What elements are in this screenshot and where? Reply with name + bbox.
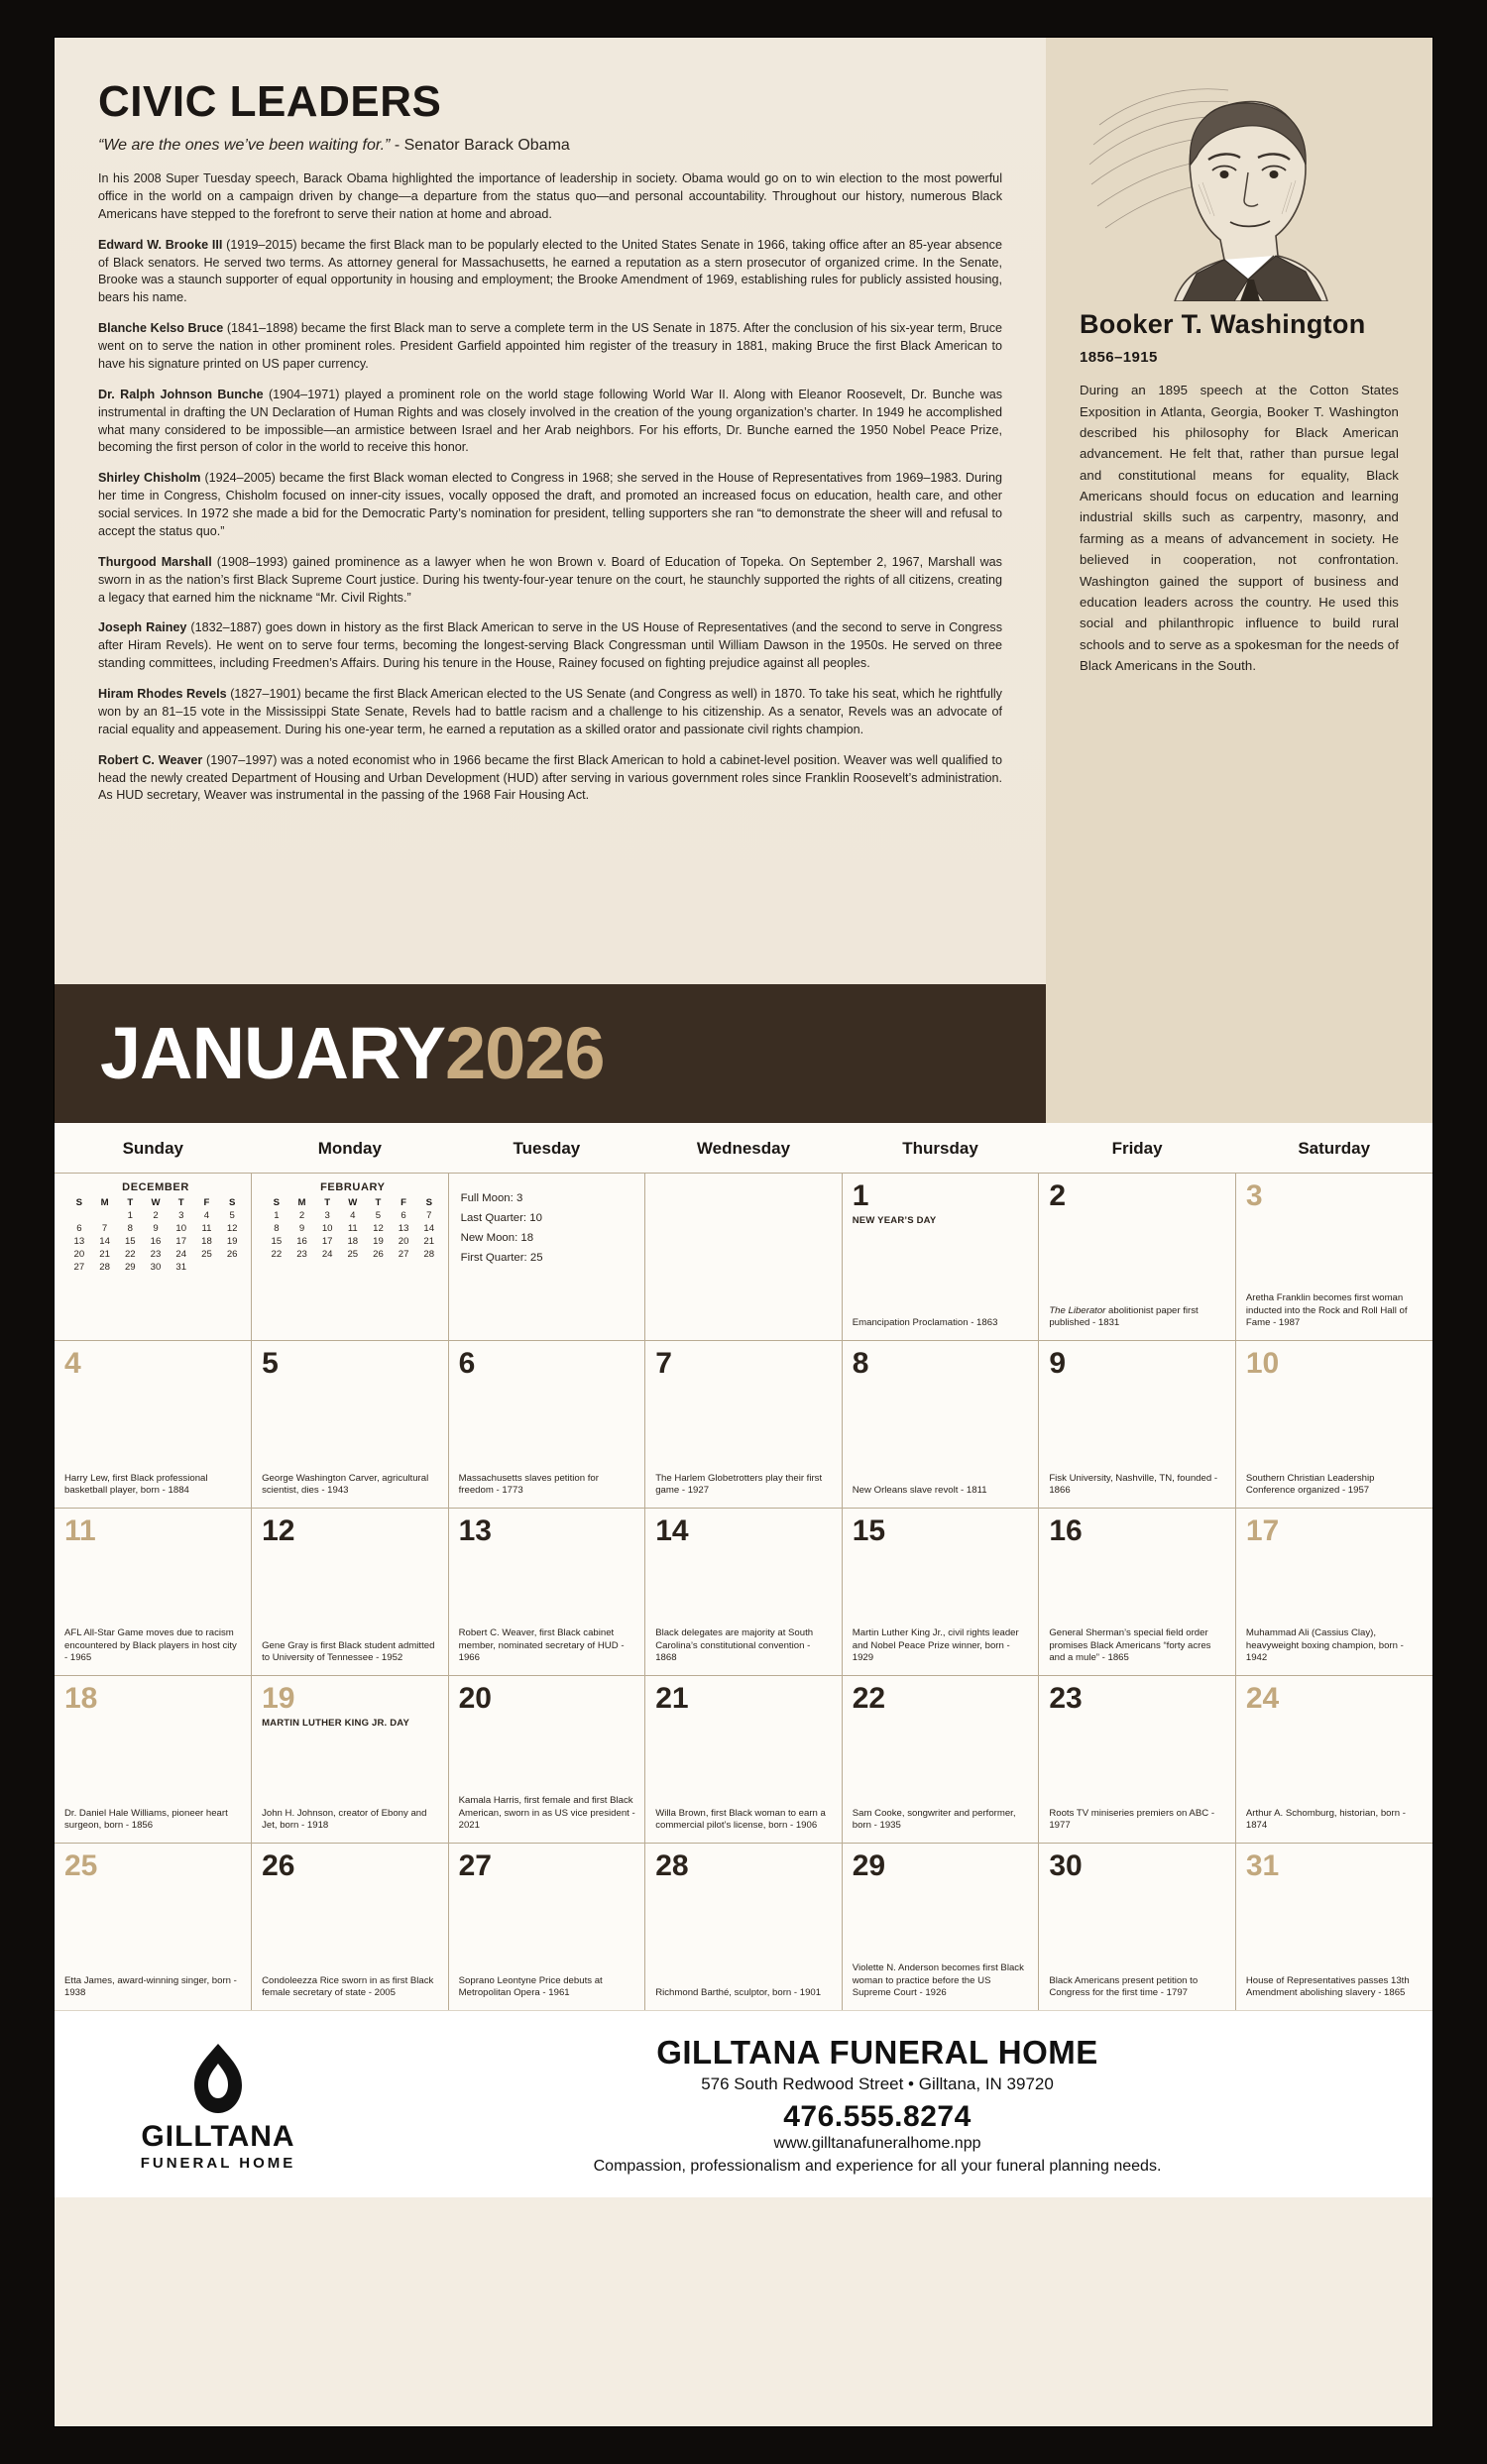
calendar-day-cell[interactable]	[55, 1509, 252, 1676]
calendar-day-cell[interactable]	[842, 1341, 1039, 1509]
calendar-day-cell[interactable]	[842, 1509, 1039, 1676]
mini-dow: T	[375, 1197, 382, 1208]
holiday-label: MARTIN LUTHER KING JR. DAY	[262, 1718, 410, 1729]
day-number: 13	[458, 1514, 492, 1547]
mini-dow: T	[127, 1197, 134, 1208]
bio-person-name: Shirley Chisholm	[98, 471, 201, 486]
mini-day: 18	[201, 1236, 212, 1247]
mini-day	[219, 1261, 245, 1274]
mini-day: 20	[398, 1236, 409, 1247]
calendar-day-cell[interactable]	[252, 1844, 449, 2011]
mini-day	[366, 1261, 392, 1263]
mini-dow: F	[203, 1197, 210, 1208]
bio-paragraph	[98, 752, 1002, 806]
mini-day: 21	[423, 1236, 435, 1247]
bio-person-years: (1919–2015)	[222, 237, 301, 252]
calendar-day-cell[interactable]	[842, 1676, 1039, 1844]
banner-right-panel	[1046, 984, 1432, 1123]
day-number: 7	[655, 1347, 672, 1380]
day-event: John H. Johnson, creator of Ebony and Jet, born - 1918	[262, 1807, 427, 1832]
day-event: New Orleans slave revolt - 1811	[852, 1485, 987, 1497]
calendar-day-cell[interactable]	[252, 1341, 449, 1509]
biography-paragraphs	[98, 237, 1002, 806]
day-number: 12	[262, 1514, 295, 1547]
footer	[55, 2010, 1432, 2197]
calendar-cell-empty[interactable]	[448, 1174, 645, 1341]
day-event: Emancipation Proclamation - 1863	[852, 1317, 998, 1329]
article-column	[55, 38, 1046, 984]
calendar-grid	[55, 1123, 1432, 2010]
day-event: Etta James, award-winning singer, born - 1938	[64, 1974, 237, 1999]
mini-day: 28	[423, 1249, 435, 1260]
day-event: Martin Luther King Jr., civil rights leader and Nobel Peace Prize winner, born - 1929	[852, 1627, 1019, 1664]
day-number: 24	[1245, 1682, 1280, 1715]
calendar-week-row	[55, 1341, 1432, 1509]
calendar-day-cell[interactable]	[1235, 1509, 1432, 1676]
bio-person-years: (1832–1887)	[186, 620, 266, 635]
mini-dow: T	[177, 1197, 184, 1208]
mini-day: 4	[203, 1210, 210, 1221]
weekday-header: Tuesday	[448, 1123, 645, 1174]
mini-day: 10	[175, 1223, 187, 1234]
mini-dow: F	[400, 1197, 407, 1208]
mini-dow: S	[228, 1197, 236, 1208]
day-number: 30	[1049, 1849, 1083, 1882]
mini-day	[314, 1261, 340, 1263]
day-event-italic: The Liberator	[1049, 1304, 1106, 1316]
month-banner	[55, 984, 1432, 1123]
weekday-header: Monday	[252, 1123, 449, 1174]
mini-day: 4	[350, 1210, 356, 1221]
moon-phases	[461, 1189, 635, 1269]
mini-dow: S	[273, 1197, 281, 1208]
day-event: Massachusetts slaves petition for freedom - 1773	[458, 1472, 599, 1497]
mini-day: 26	[226, 1249, 238, 1260]
day-number: 9	[1049, 1347, 1066, 1380]
banner-title-group	[100, 1012, 605, 1094]
calendar-day-cell[interactable]	[842, 1844, 1039, 2011]
mini-day: 3	[324, 1210, 330, 1221]
intro-paragraph: In his 2008 Super Tuesday speech, Barack Obama highlighted the importance of leadership in society. Obama would go on to win election to the most powerful office in the world on a campaign driven by change—a departure from the status quo—and personal accountability. Throughout our history, numerous Black Americans have stepped to the forefront to serve their nation at home and abroad.	[98, 171, 1002, 221]
bio-person-years: (1908–1993)	[211, 554, 293, 569]
bio-person-text: played a prominent role on the world stage following World War II. Along with Eleanor Roosevelt, Dr. Bunche was instrumental in drafting the UN Declaration of Human Rights and was closely involved in the creation of the young organization’s charter. In 1949 he accomplished what many considered to be impossible—an armistice between Israel and her Arab neighbors. For his efforts, Dr. Bunche earned the 1950 Nobel Peace Prize, becoming the first person of color in the world to receive this honor.	[98, 387, 1003, 455]
mini-month-previous	[66, 1181, 245, 1274]
mini-day: 25	[347, 1249, 359, 1260]
day-event: The Liberator abolitionist paper first published - 1831	[1049, 1304, 1199, 1329]
day-number: 14	[655, 1514, 689, 1547]
moon-phase-last: Last Quarter: 10	[460, 1211, 542, 1224]
mini-dow: W	[151, 1197, 161, 1208]
mini-day: 15	[271, 1236, 283, 1247]
bio-paragraph	[98, 554, 1002, 608]
day-event: General Sherman’s special field order promises Black Americans “forty acres and a mule” - 1865	[1049, 1627, 1211, 1664]
mini-day: 14	[99, 1236, 110, 1247]
calendar-day-cell[interactable]	[448, 1341, 645, 1509]
mini-day: 30	[150, 1262, 162, 1273]
company-website[interactable]: www.gilltanafuneralhome.npp	[773, 2134, 981, 2152]
day-number: 23	[1049, 1682, 1083, 1715]
calendar-week-row	[55, 1509, 1432, 1676]
day-event: Muhammad Ali (Cassius Clay), heavyweight boxing champion, born - 1942	[1245, 1627, 1404, 1664]
day-number: 16	[1049, 1514, 1083, 1547]
company-phone[interactable]: 476.555.8274	[783, 2099, 972, 2133]
moon-phase-first: First Quarter: 25	[460, 1251, 543, 1264]
calendar-day-cell[interactable]	[1235, 1844, 1432, 2011]
mini-day: 3	[178, 1210, 184, 1221]
day-number: 4	[64, 1347, 81, 1380]
mini-day: 5	[375, 1210, 382, 1221]
mini-day	[416, 1261, 442, 1263]
mini-day: 12	[373, 1223, 384, 1234]
flame-icon	[188, 2042, 248, 2115]
mini-day: 11	[201, 1223, 212, 1234]
mini-dow: S	[425, 1197, 432, 1208]
logo-line-2: FUNERAL HOME	[140, 2154, 296, 2172]
mini-day: 2	[298, 1210, 305, 1221]
mini-day: 8	[127, 1223, 133, 1234]
day-number: 31	[1245, 1849, 1280, 1882]
calendar-day-cell[interactable]	[448, 1509, 645, 1676]
weekday-header: Friday	[1039, 1123, 1236, 1174]
day-number: 1	[852, 1179, 869, 1212]
calendar-day-cell[interactable]	[1039, 1341, 1236, 1509]
day-number: 11	[64, 1514, 96, 1547]
portrait-illustration	[1080, 65, 1399, 301]
day-event: Fisk University, Nashville, TN, founded - 1866	[1049, 1472, 1218, 1497]
mini-day	[340, 1261, 366, 1263]
calendar-day-cell[interactable]	[55, 1676, 252, 1844]
bio-person-name: Robert C. Weaver	[98, 752, 203, 767]
day-number: 15	[852, 1514, 886, 1547]
mini-day: 17	[321, 1236, 333, 1247]
day-event: Soprano Leontyne Price debuts at Metropolitan Opera - 1961	[458, 1974, 603, 1999]
calendar-day-cell[interactable]	[645, 1341, 843, 1509]
top-section	[55, 38, 1432, 984]
calendar-day-cell[interactable]	[1039, 1844, 1236, 2011]
mini-day: 5	[229, 1210, 235, 1221]
mini-day: 9	[153, 1223, 159, 1234]
pull-quote	[98, 137, 1002, 155]
page-title: CIVIC LEADERS	[98, 77, 442, 126]
calendar-day-cell[interactable]	[252, 1676, 449, 1844]
calendar-day-cell[interactable]	[448, 1844, 645, 2011]
calendar-day-cell[interactable]	[55, 1844, 252, 2011]
calendar-day-cell[interactable]	[1039, 1174, 1236, 1341]
mini-day	[194, 1261, 220, 1274]
mini-day: 9	[298, 1223, 305, 1234]
company-logo	[55, 2038, 382, 2172]
mini-month-next	[264, 1181, 442, 1263]
day-event: AFL All-Star Game moves due to racism encountered by Black players in host city - 1965	[64, 1627, 237, 1664]
weekday-header: Saturday	[1235, 1123, 1432, 1174]
company-tagline: Compassion, professionalism and experience for all your funeral planning needs.	[593, 2157, 1162, 2175]
bio-paragraph	[98, 237, 1002, 308]
bio-person-name: Blanche Kelso Bruce	[98, 321, 224, 336]
day-number: 26	[262, 1849, 295, 1882]
mini-day: 6	[76, 1223, 82, 1234]
footer-info	[382, 2034, 1432, 2176]
mini-day: 7	[426, 1210, 432, 1221]
calendar-week-row	[55, 1174, 1432, 1341]
mini-day: 28	[99, 1262, 110, 1273]
calendar-day-cell[interactable]	[1235, 1174, 1432, 1341]
bio-person-text: became the first Black woman elected to Congress in 1968; she served in the House of Representatives from 1969–1983. During her time in Congress, Chisholm focused on inner-city issues, vocally opposed the draft, and promoted an increased focus on education, health care, and other social services. In 1972 she made a bid for the Democratic Party’s nomination for president, telling supporters she ran “to demonstrate the sheer will and refusal to accept the status quo.”	[98, 471, 1002, 538]
pull-quote-text: “We are the ones we’ve been waiting for.”	[98, 137, 391, 154]
bio-person-text: was a noted economist who in 1966 became the first Black American to hold a cabinet-level position. Weaver was well qualified to head the newly created Department of Housing and Urban Development (HUD) after serving in various government roles since Franklin Roosevelt’s administration. As HUD secretary, Weaver was instrumental in the passing of the 1968 Fair Housing Act.	[98, 752, 1002, 803]
mini-day: 10	[321, 1223, 333, 1234]
bio-person-text: goes down in history as the first Black American to serve in the US House of Representatives (and the second to serve in Congress after Hiram Revels). He went on to serve four terms, becoming the longest-serving Black Congressman until William Dawson in the 1950s. He served on three standing committees, including Freedmen’s Affairs. During his tenure in the House, Rainey focused on fighting prejudice against all peoples.	[98, 620, 1002, 671]
day-number: 10	[1245, 1347, 1280, 1380]
calendar-week-row	[55, 1676, 1432, 1844]
mini-day	[391, 1261, 416, 1263]
mini-day: 14	[423, 1223, 435, 1234]
weekday-header-row	[55, 1123, 1432, 1174]
mini-day: 25	[201, 1249, 212, 1260]
day-number: 18	[64, 1682, 98, 1715]
bio-paragraph	[98, 619, 1002, 673]
mini-dow: M	[297, 1197, 306, 1208]
mini-day: 23	[296, 1249, 307, 1260]
day-number: 19	[262, 1682, 295, 1715]
mini-day: 23	[150, 1249, 162, 1260]
mini-day: 19	[373, 1236, 384, 1247]
mini-day: 12	[226, 1223, 238, 1234]
mini-day	[92, 1209, 118, 1222]
mini-day: 8	[274, 1223, 280, 1234]
bio-person-name: Hiram Rhodes Revels	[98, 687, 227, 701]
mini-day: 19	[226, 1236, 238, 1247]
day-event: Richmond Barthé, sculptor, born - 1901	[655, 1987, 822, 1999]
day-number: 20	[458, 1682, 492, 1715]
day-event: Roots TV miniseries premiers on ABC - 1977	[1049, 1807, 1215, 1832]
day-event: Aretha Franklin becomes first woman inducted into the Rock and Roll Hall of Fame - 1987	[1245, 1292, 1408, 1329]
day-number: 3	[1245, 1179, 1263, 1212]
mini-day: 21	[99, 1249, 110, 1260]
day-number: 6	[458, 1347, 476, 1380]
mini-day: 22	[271, 1249, 283, 1260]
calendar-page	[55, 38, 1432, 2426]
day-event: House of Representatives passes 13th Amendment abolishing slavery - 1865	[1245, 1974, 1410, 1999]
day-event: George Washington Carver, agricultural scientist, dies - 1943	[262, 1472, 429, 1497]
day-number: 29	[852, 1849, 886, 1882]
mini-dow: S	[75, 1197, 83, 1208]
day-number: 17	[1245, 1514, 1280, 1547]
mini-day	[289, 1261, 315, 1263]
calendar-body	[55, 1174, 1432, 2011]
mini-day: 26	[373, 1249, 384, 1260]
day-number: 27	[458, 1849, 492, 1882]
day-number: 21	[655, 1682, 689, 1715]
day-event: Arthur A. Schomburg, historian, born - 1874	[1245, 1807, 1406, 1832]
bio-person-text: gained prominence as a lawyer when he won Brown v. Board of Education of Topeka. On September 2, 1967, Marshall was sworn in as the nation’s first Black Supreme Court justice. During his twenty-four-year tenure on the court, he staunchly supported the rights of all citizens, creating a legacy that earned him the nickname “Mr. Civil Rights.”	[98, 554, 1002, 605]
calendar-day-cell[interactable]	[448, 1676, 645, 1844]
mini-day: 11	[347, 1223, 358, 1234]
day-event: Southern Christian Leadership Conference organized - 1957	[1245, 1472, 1375, 1497]
calendar-day-cell[interactable]	[842, 1174, 1039, 1341]
moon-phase-full: Full Moon: 3	[460, 1192, 523, 1204]
calendar-cell-empty[interactable]	[55, 1174, 252, 1341]
bio-person-text: became the first Black American elected to the US Senate (and Congress as well) in 1870. To take his seat, which he rightfully won by an 81–15 vote in the Mississippi State Senate, Revels had to battle racism and a challenge to his citizenship. As a senator, Revels was an advocate of racial equality and appeasement. During his one-year term, he earned a reputation as a skilled orator and passionate civil rights champion.	[98, 687, 1002, 736]
day-event: Violette N. Anderson becomes first Black woman to practice before the US Supreme Court - 1926	[852, 1962, 1024, 1999]
day-number: 22	[852, 1682, 886, 1715]
mini-day: 1	[127, 1210, 133, 1221]
bio-person-years: (1907–1997)	[202, 752, 282, 767]
mini-day: 22	[124, 1249, 136, 1260]
day-event: Dr. Daniel Hale Williams, pioneer heart surgeon, born - 1856	[64, 1807, 228, 1832]
mini-day: 13	[398, 1223, 409, 1234]
mini-day: 1	[274, 1210, 280, 1221]
mini-day	[264, 1261, 289, 1263]
day-number: 8	[852, 1347, 869, 1380]
company-address: 576 South Redwood Street • Gilltana, IN 39720	[701, 2073, 1054, 2093]
bio-paragraph	[98, 686, 1002, 739]
bio-person-text: became the first Black man to serve a complete term in the US Senate in 1875. After the conclusion of his six-year term, Bruce went on to serve the nation in other prominent roles. President Garfield appointed him register of the treasury in 1881, making Bruce the first Black American to have his signature printed on US paper currency.	[98, 321, 1002, 371]
pull-quote-attribution: - Senator Barack Obama	[390, 137, 570, 154]
day-event: Black delegates are majority at South Carolina’s constitutional convention - 1868	[655, 1627, 814, 1664]
logo-line-1: GILLTANA	[141, 2119, 295, 2153]
mini-day: 18	[347, 1236, 359, 1247]
calendar-day-cell[interactable]	[1235, 1341, 1432, 1509]
mini-dow: W	[348, 1197, 358, 1208]
calendar-day-cell[interactable]	[1039, 1676, 1236, 1844]
bio-paragraph	[98, 320, 1002, 374]
calendar-day-cell[interactable]	[1235, 1676, 1432, 1844]
mini-day: 27	[398, 1249, 409, 1260]
calendar-day-cell[interactable]	[252, 1509, 449, 1676]
mini-day: 29	[124, 1262, 136, 1273]
company-name: GILLTANA FUNERAL HOME	[656, 2033, 1098, 2071]
bio-person-name: Dr. Ralph Johnson Bunche	[98, 387, 264, 401]
bio-paragraph	[98, 387, 1002, 458]
day-event: Gene Gray is first Black student admitted to University of Tennessee - 1952	[262, 1639, 435, 1664]
day-number: 5	[262, 1347, 279, 1380]
calendar-cell-empty[interactable]	[252, 1174, 449, 1341]
bio-person-years: (1827–1901)	[226, 687, 305, 701]
mini-day: 24	[321, 1249, 333, 1260]
calendar-day-cell[interactable]	[645, 1509, 843, 1676]
day-event: Kamala Harris, first female and first Black American, sworn in as US vice president - 2021	[458, 1795, 635, 1832]
mini-day: 17	[175, 1236, 187, 1247]
holiday-label: NEW YEAR’S DAY	[852, 1215, 937, 1226]
day-event: The Harlem Globetrotters play their first game - 1927	[655, 1472, 823, 1497]
bio-person-name: Edward W. Brooke III	[98, 237, 223, 252]
day-event: Sam Cooke, songwriter and performer, born - 1935	[852, 1807, 1016, 1832]
day-event: Robert C. Weaver, first Black cabinet member, nominated secretary of HUD - 1966	[458, 1627, 625, 1664]
mini-day: 13	[73, 1236, 85, 1247]
calendar-week-row	[55, 1844, 1432, 2011]
bio-person-years: (1904–1971)	[263, 387, 345, 401]
mini-day: 31	[175, 1262, 187, 1273]
mini-day: 24	[175, 1249, 187, 1260]
banner-month: JANUARY	[100, 1012, 445, 1094]
day-number: 2	[1049, 1179, 1066, 1212]
mini-day	[66, 1209, 92, 1222]
calendar-day-cell[interactable]	[55, 1341, 252, 1509]
bio-paragraph	[98, 470, 1002, 541]
mini-day: 6	[400, 1210, 406, 1221]
mini-day: 20	[73, 1249, 85, 1260]
bio-person-years: (1924–2005)	[200, 471, 280, 486]
feature-name: Booker T. Washington	[1080, 309, 1366, 339]
calendar-cell-empty[interactable]	[645, 1174, 843, 1341]
bio-person-name: Joseph Rainey	[98, 620, 187, 635]
day-event: Black Americans present petition to Congress for the first time - 1797	[1049, 1974, 1199, 1999]
calendar-day-cell[interactable]	[645, 1676, 843, 1844]
day-event: Willa Brown, first Black woman to earn a commercial pilot’s license, born - 1906	[655, 1807, 826, 1832]
weekday-header: Wednesday	[645, 1123, 843, 1174]
feature-dates: 1856–1915	[1080, 349, 1158, 367]
moon-phase-new: New Moon: 18	[460, 1231, 534, 1244]
mini-month-title: DECEMBER	[122, 1181, 189, 1193]
feature-column	[1046, 38, 1432, 984]
day-number: 28	[655, 1849, 689, 1882]
day-event: Harry Lew, first Black professional basketball player, born - 1884	[64, 1472, 208, 1497]
bio-person-years: (1841–1898)	[223, 321, 301, 336]
day-number: 25	[64, 1849, 98, 1882]
mini-day: 27	[73, 1262, 85, 1273]
mini-dow: T	[324, 1197, 331, 1208]
mini-month-title: FEBRUARY	[320, 1181, 386, 1193]
bio-person-text: became the first Black man to be popularly elected to the United States Senate in 1966, taking office after an 85-year absence of Black senators. He served two terms. As attorney general for Massachusetts, he earned a reputation as a stern prosecutor of organized crime. In the Senate, Brooke was a staunch supporter of equal opportunity in housing and employment; the Brooke Amendment of 1969, establishing rules for publicly assisted housing, bears his name.	[98, 237, 1002, 305]
bio-person-name: Thurgood Marshall	[98, 554, 212, 569]
mini-day: 16	[150, 1236, 162, 1247]
weekday-header: Sunday	[55, 1123, 252, 1174]
mini-day: 16	[296, 1236, 307, 1247]
feature-bio: During an 1895 speech at the Cotton States Exposition in Atlanta, Georgia, Booker T. Washington described his philosophy for Black American advancement. He felt that, rather than pursue legal and constitutional means for equality, Black Americans should focus on education and learning industrial skills such as carpentry, masonry, and farming as a means of advancement in society. He believed in cooperation, not confrontation. Washington gained the support of business and education leaders across the country. He used this social and philanthropic influence to build rural schools and to serve as a spokesman for the needs of Black Americans in the South.	[1080, 383, 1399, 674]
mini-day: 2	[153, 1210, 159, 1221]
mini-day: 15	[124, 1236, 136, 1247]
mini-dow: M	[100, 1197, 109, 1208]
calendar-day-cell[interactable]	[645, 1844, 843, 2011]
day-event: Condoleezza Rice sworn in as first Black female secretary of state - 2005	[262, 1974, 434, 1999]
banner-year: 2026	[444, 1012, 605, 1094]
mini-day: 7	[101, 1223, 108, 1234]
weekday-header: Thursday	[842, 1123, 1039, 1174]
calendar-day-cell[interactable]	[1039, 1509, 1236, 1676]
